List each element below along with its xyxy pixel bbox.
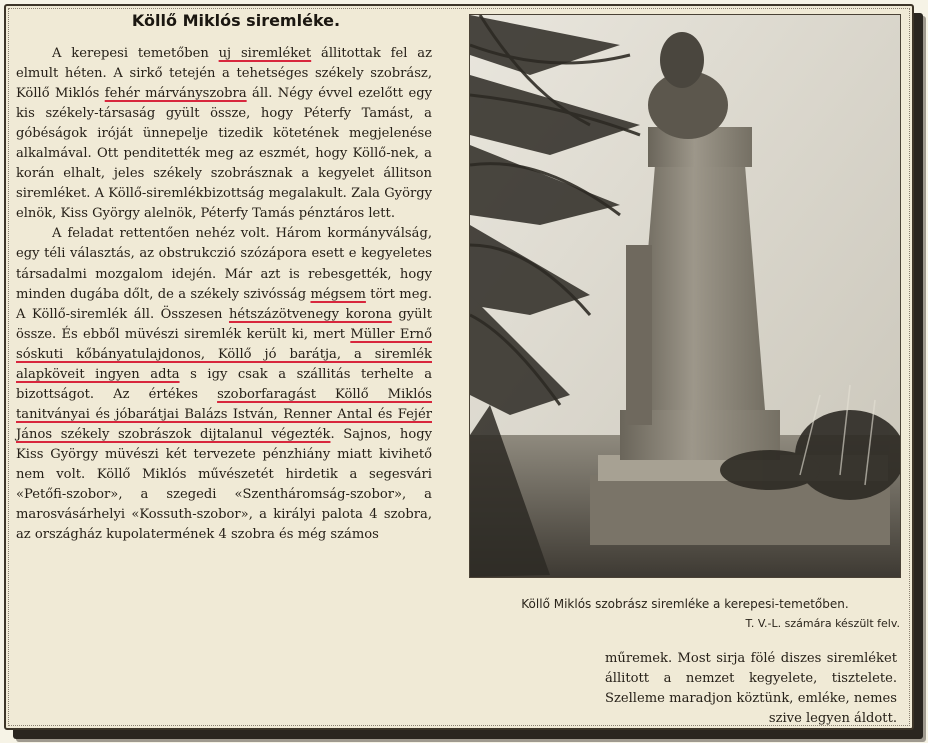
article-title: Köllő Miklós siremléke.: [131, 11, 341, 30]
paragraph-2: [16, 224, 432, 545]
underlined-text: uj siremléket: [218, 46, 312, 61]
monument-photo-illustration: [470, 15, 900, 577]
text-run: A feladat rettentően nehéz volt. Három kormányválság, egy téli választás, az obstrukczió szózápora esett e kegyeletes társadalmi mozgalom idején. Már azt is rebesgették, hogy minden dugába dőlt, de a székely szivósság: [16, 226, 432, 302]
article-left-column: [16, 44, 432, 545]
paragraph-1: [16, 44, 432, 224]
text-run: s igy csak a szállitás terhelte a bizottságot. Az értékes: [16, 366, 432, 402]
text-run: állitottak fel az elmult héten. A sirkő tetején a tehetséges székely szobrász, Köllő Miklós: [16, 46, 432, 102]
underlined-text: szoborfaragást Köllő Miklós tanitványai és jóbarátjai Balázs István, Renner Antal és Fejér János székely szobrászok dijtalanul végezték: [16, 386, 432, 442]
paragraph-3: műremek. Most sirja fölé diszes siremléket állitott a nemzet kegyelete, tisztelete. Szelleme maradjon köztünk, emléke, nemes szive legyen áldott.: [605, 651, 897, 727]
text-run: . Sajnos, hogy Kiss György müvészi két tervezete pénzhiány miatt kivihető nem volt. Köllő Miklós művészetét hirdetik a segesvári «Petőfi-szobor», a szegedi «Szentháromság-szobor», a marosvásárhelyi «Kossuth-szobor», a királyi palota 4 szobra, az országház kupolatermének 4 szobra és még számos: [16, 426, 433, 543]
photo-credit: T. V.-L. számára készült felv.: [745, 617, 900, 630]
text-run: áll. Négy évvel ezelőtt egy kis székely-társaság gyült össze, hogy Péterfy Tamást, a góbéságok iróját ünnepelje tizedik kötetének megjelenése alkalmával. Ott penditették meg az eszmét, hogy Köllő-nek, a korán elhalt, jeles székely szobrásznak a kegyelet állitson siremléket. A Köllő-siremlékbizottság megalakult. Zala György elnök, Kiss György alelnök, Péterfy Tamás pénztáros lett.: [16, 86, 433, 222]
photo-caption: Köllő Miklós szobrász siremléke a kerepesi-temetőben.: [521, 597, 849, 611]
underlined-text: fehér márványszobra: [104, 86, 247, 102]
text-run: tört meg. A Köllő-siremlék áll. Összesen: [16, 286, 432, 322]
text-run: gyült össze. És ebből müvészi siremlék került ki, mert: [16, 306, 432, 342]
underlined-text: hétszázötvenegy korona: [228, 306, 392, 322]
underlined-text: Müller Ernő sóskuti kőbányatulajdonos, Köllő jó barátja, a siremlék alapköveit ingyen adta: [16, 326, 432, 382]
monument-photo: [469, 14, 901, 578]
text-run: A kerepesi temetőben: [52, 46, 219, 61]
underlined-text: mégsem: [310, 286, 366, 302]
